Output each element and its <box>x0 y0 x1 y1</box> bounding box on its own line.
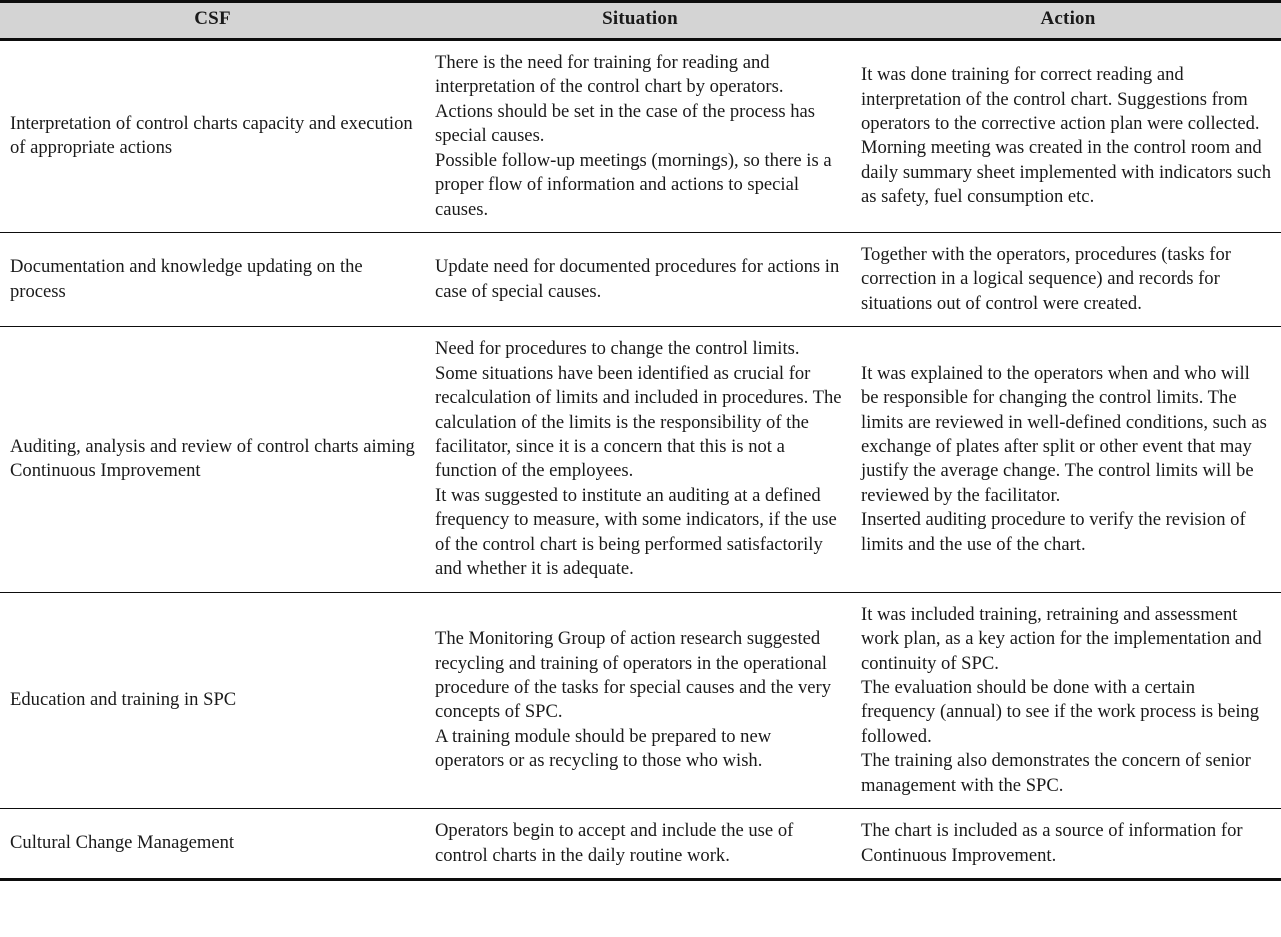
cell-csf <box>0 39 425 232</box>
situation-paragraph: The Monitoring Group of action research suggested recycling and training of operators in the operational procedure of the tasks for special causes and the very concepts of SPC. <box>435 628 831 723</box>
table-header-row <box>0 2 1281 40</box>
action-paragraph: Morning meeting was created in the control room and daily summary sheet implemented with indicators such as safety, fuel consumption etc. <box>861 137 1272 208</box>
cell-action <box>855 39 1281 232</box>
cell-situation <box>425 592 855 809</box>
situation-paragraph: Update need for documented procedures for actions in case of special causes. <box>435 256 840 302</box>
csf-text: Documentation and knowledge updating on the process <box>10 256 363 302</box>
table-body <box>0 39 1281 879</box>
column-header-action: Action <box>855 2 1281 40</box>
action-paragraph: Inserted auditing procedure to verify the revision of limits and the use of the chart. <box>861 509 1246 555</box>
table-row <box>0 232 1281 326</box>
table-row <box>0 327 1281 592</box>
action-paragraph: It was explained to the operators when and who will be responsible for changing the control limits. The limits are reviewed in well-defined conditions, such as exchange of plates after split or other event that may justify the average change. The control limits will be reviewed by the facilitator. <box>861 362 1267 506</box>
cell-situation <box>425 809 855 880</box>
table-row <box>0 809 1281 880</box>
situation-paragraph: There is the need for training for reading and interpretation of the control chart by operators. Actions should be set in the case of the process has special causes. <box>435 51 816 147</box>
table-row <box>0 39 1281 232</box>
action-paragraph: The chart is included as a source of information for Continuous Improvement. <box>861 820 1243 866</box>
situation-paragraph: Operators begin to accept and include the use of control charts in the daily routine work. <box>435 820 794 866</box>
cell-action <box>855 327 1281 592</box>
csf-text: Interpretation of control charts capacity and execution of appropriate actions <box>10 112 413 159</box>
cell-situation <box>425 232 855 326</box>
cell-situation <box>425 39 855 232</box>
cell-csf <box>0 592 425 809</box>
cell-action <box>855 232 1281 326</box>
cell-csf <box>0 327 425 592</box>
action-paragraph: The training also demonstrates the concern of senior management with the SPC. <box>861 750 1251 796</box>
situation-paragraph: A training module should be prepared to new operators or as recycling to those who wish. <box>435 725 772 772</box>
column-header-situation: Situation <box>425 2 855 40</box>
cell-action <box>855 592 1281 809</box>
action-paragraph: It was done training for correct reading and interpretation of the control chart. Suggestions from operators to the corrective action plan were collected. <box>861 64 1260 134</box>
cell-situation <box>425 327 855 592</box>
situation-paragraph: Need for procedures to change the control limits. Some situations have been identified as crucial for recalculation of limits and included in procedures. The calculation of the limits is the responsibility of the facilitator, since it is a concern that this is not a function of the employees. <box>435 338 842 482</box>
action-paragraph: The evaluation should be done with a certain frequency (annual) to see if the work process is being followed. <box>861 676 1260 747</box>
table-row <box>0 592 1281 809</box>
csf-text: Cultural Change Management <box>10 832 235 854</box>
csf-text: Education and training in SPC <box>10 689 237 711</box>
cell-csf <box>0 232 425 326</box>
cell-csf <box>0 809 425 880</box>
action-paragraph: Together with the operators, procedures (tasks for correction in a logical sequence) and records for situations out of control were created. <box>861 243 1231 314</box>
table-header <box>0 2 1281 40</box>
action-paragraph: It was included training, retraining and assessment work plan, as a key action for the implementation and continuity of SPC. <box>861 603 1262 674</box>
column-header-csf: CSF <box>0 2 425 40</box>
cell-action <box>855 809 1281 880</box>
situation-paragraph: It was suggested to institute an auditing at a defined frequency to measure, with some indicators, if the use of the control chart is being performed satisfactorily and whether it is adequate. <box>435 484 837 580</box>
situation-paragraph: Possible follow-up meetings (mornings), so there is a proper flow of information and actions to special causes. <box>435 149 832 220</box>
csf-text: Auditing, analysis and review of control charts aiming Continuous Improvement <box>10 436 415 482</box>
